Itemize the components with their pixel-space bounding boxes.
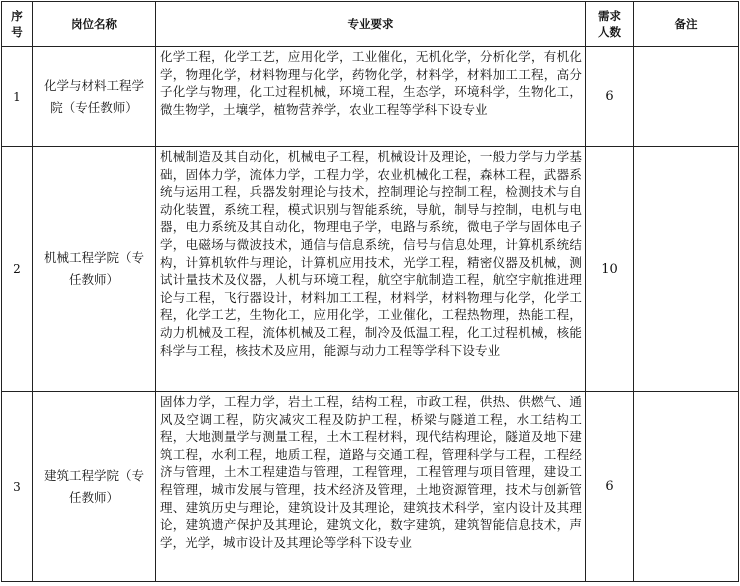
position-name: 化学与材料工程学院（专任教师） <box>33 47 156 147</box>
demand-count: 6 <box>586 392 634 582</box>
table-row <box>2 392 739 582</box>
header-note: 备注 <box>634 2 739 47</box>
header-index: 序号 <box>2 2 33 47</box>
table-row <box>2 47 739 147</box>
demand-count: 6 <box>586 47 634 147</box>
header-count: 需求人数 <box>586 2 634 47</box>
major-requirement: 化学工程，化学工艺，应用化学，工业催化，无机化学，分析化学，有机化学，物理化学，材料物理与化学，药物化学，材料学，材料加工工程，高分子化学与物理，化工过程机械，环境工程，生态学，环境科学，生物化工，微生物学，土壤学，植物营养学，农业工程等学科下设专业 <box>156 47 586 147</box>
note-cell <box>634 392 739 582</box>
row-index: 3 <box>2 392 33 582</box>
note-cell <box>634 147 739 392</box>
position-name: 机械工程学院（专任教师） <box>33 147 156 392</box>
row-index: 1 <box>2 47 33 147</box>
table-row <box>2 147 739 392</box>
header-position: 岗位名称 <box>33 2 156 47</box>
note-cell <box>634 47 739 147</box>
header-row <box>2 2 739 47</box>
major-requirement: 机械制造及其自动化，机械电子工程，机械设计及理论，一般力学与力学基础，固体力学，流体力学，工程力学，农业机械化工程，森林工程，武器系统与运用工程，兵器发射理论与技术，控制理论与控制工程，检测技术与自动化装置，系统工程，模式识别与智能系统，导航，制导与控制，电机与电器，电力系统及其自动化，物理电子学，电路与系统，微电子学与固体电子学，电磁场与微波技术，通信与信息系统，信号与信息处理，计算机系统结构，计算机软件与理论，计算机应用技术，光学工程，精密仪器及机械，测试计量技术及仪器，人机与环境工程，航空宇航制造工程，航空宇航推进理论与工程，飞行器设计，材料加工工程，材料学，材料物理与化学，化学工程，化学工艺，生物化工，应用化学，工业催化，工程热物理，热能工程，动力机械及工程，流体机械及工程，制冷及低温工程，化工过程机械，核能科学与工程，核技术及应用，能源与动力工程等学科下设专业 <box>156 147 586 392</box>
header-requirement: 专业要求 <box>156 2 586 47</box>
row-index: 2 <box>2 147 33 392</box>
major-requirement: 固体力学，工程力学，岩土工程，结构工程，市政工程，供热、供燃气、通风及空调工程，防灾减灾工程及防护工程，桥梁与隧道工程，水工结构工程，大地测量学与测量工程，土木工程材料，现代结构理论，隧道及地下建筑工程，水利工程，地质工程，道路与交通工程，管理科学与工程，工程经济与管理，土木工程建造与管理，工程管理，工程管理与项目管理，建设工程管理，城市发展与管理，技术经济及管理，土地资源管理，技术与创新管理、建筑历史与理论，建筑设计及其理论，建筑技术科学，室内设计及其理论，建筑遗产保护及其理论，建筑文化，数字建筑，建筑智能信息技术，声学，光学，城市设计及其理论等学科下设专业 <box>156 392 586 582</box>
position-name: 建筑工程学院（专任教师） <box>33 392 156 582</box>
job-requirements-table <box>1 1 739 582</box>
demand-count: 10 <box>586 147 634 392</box>
